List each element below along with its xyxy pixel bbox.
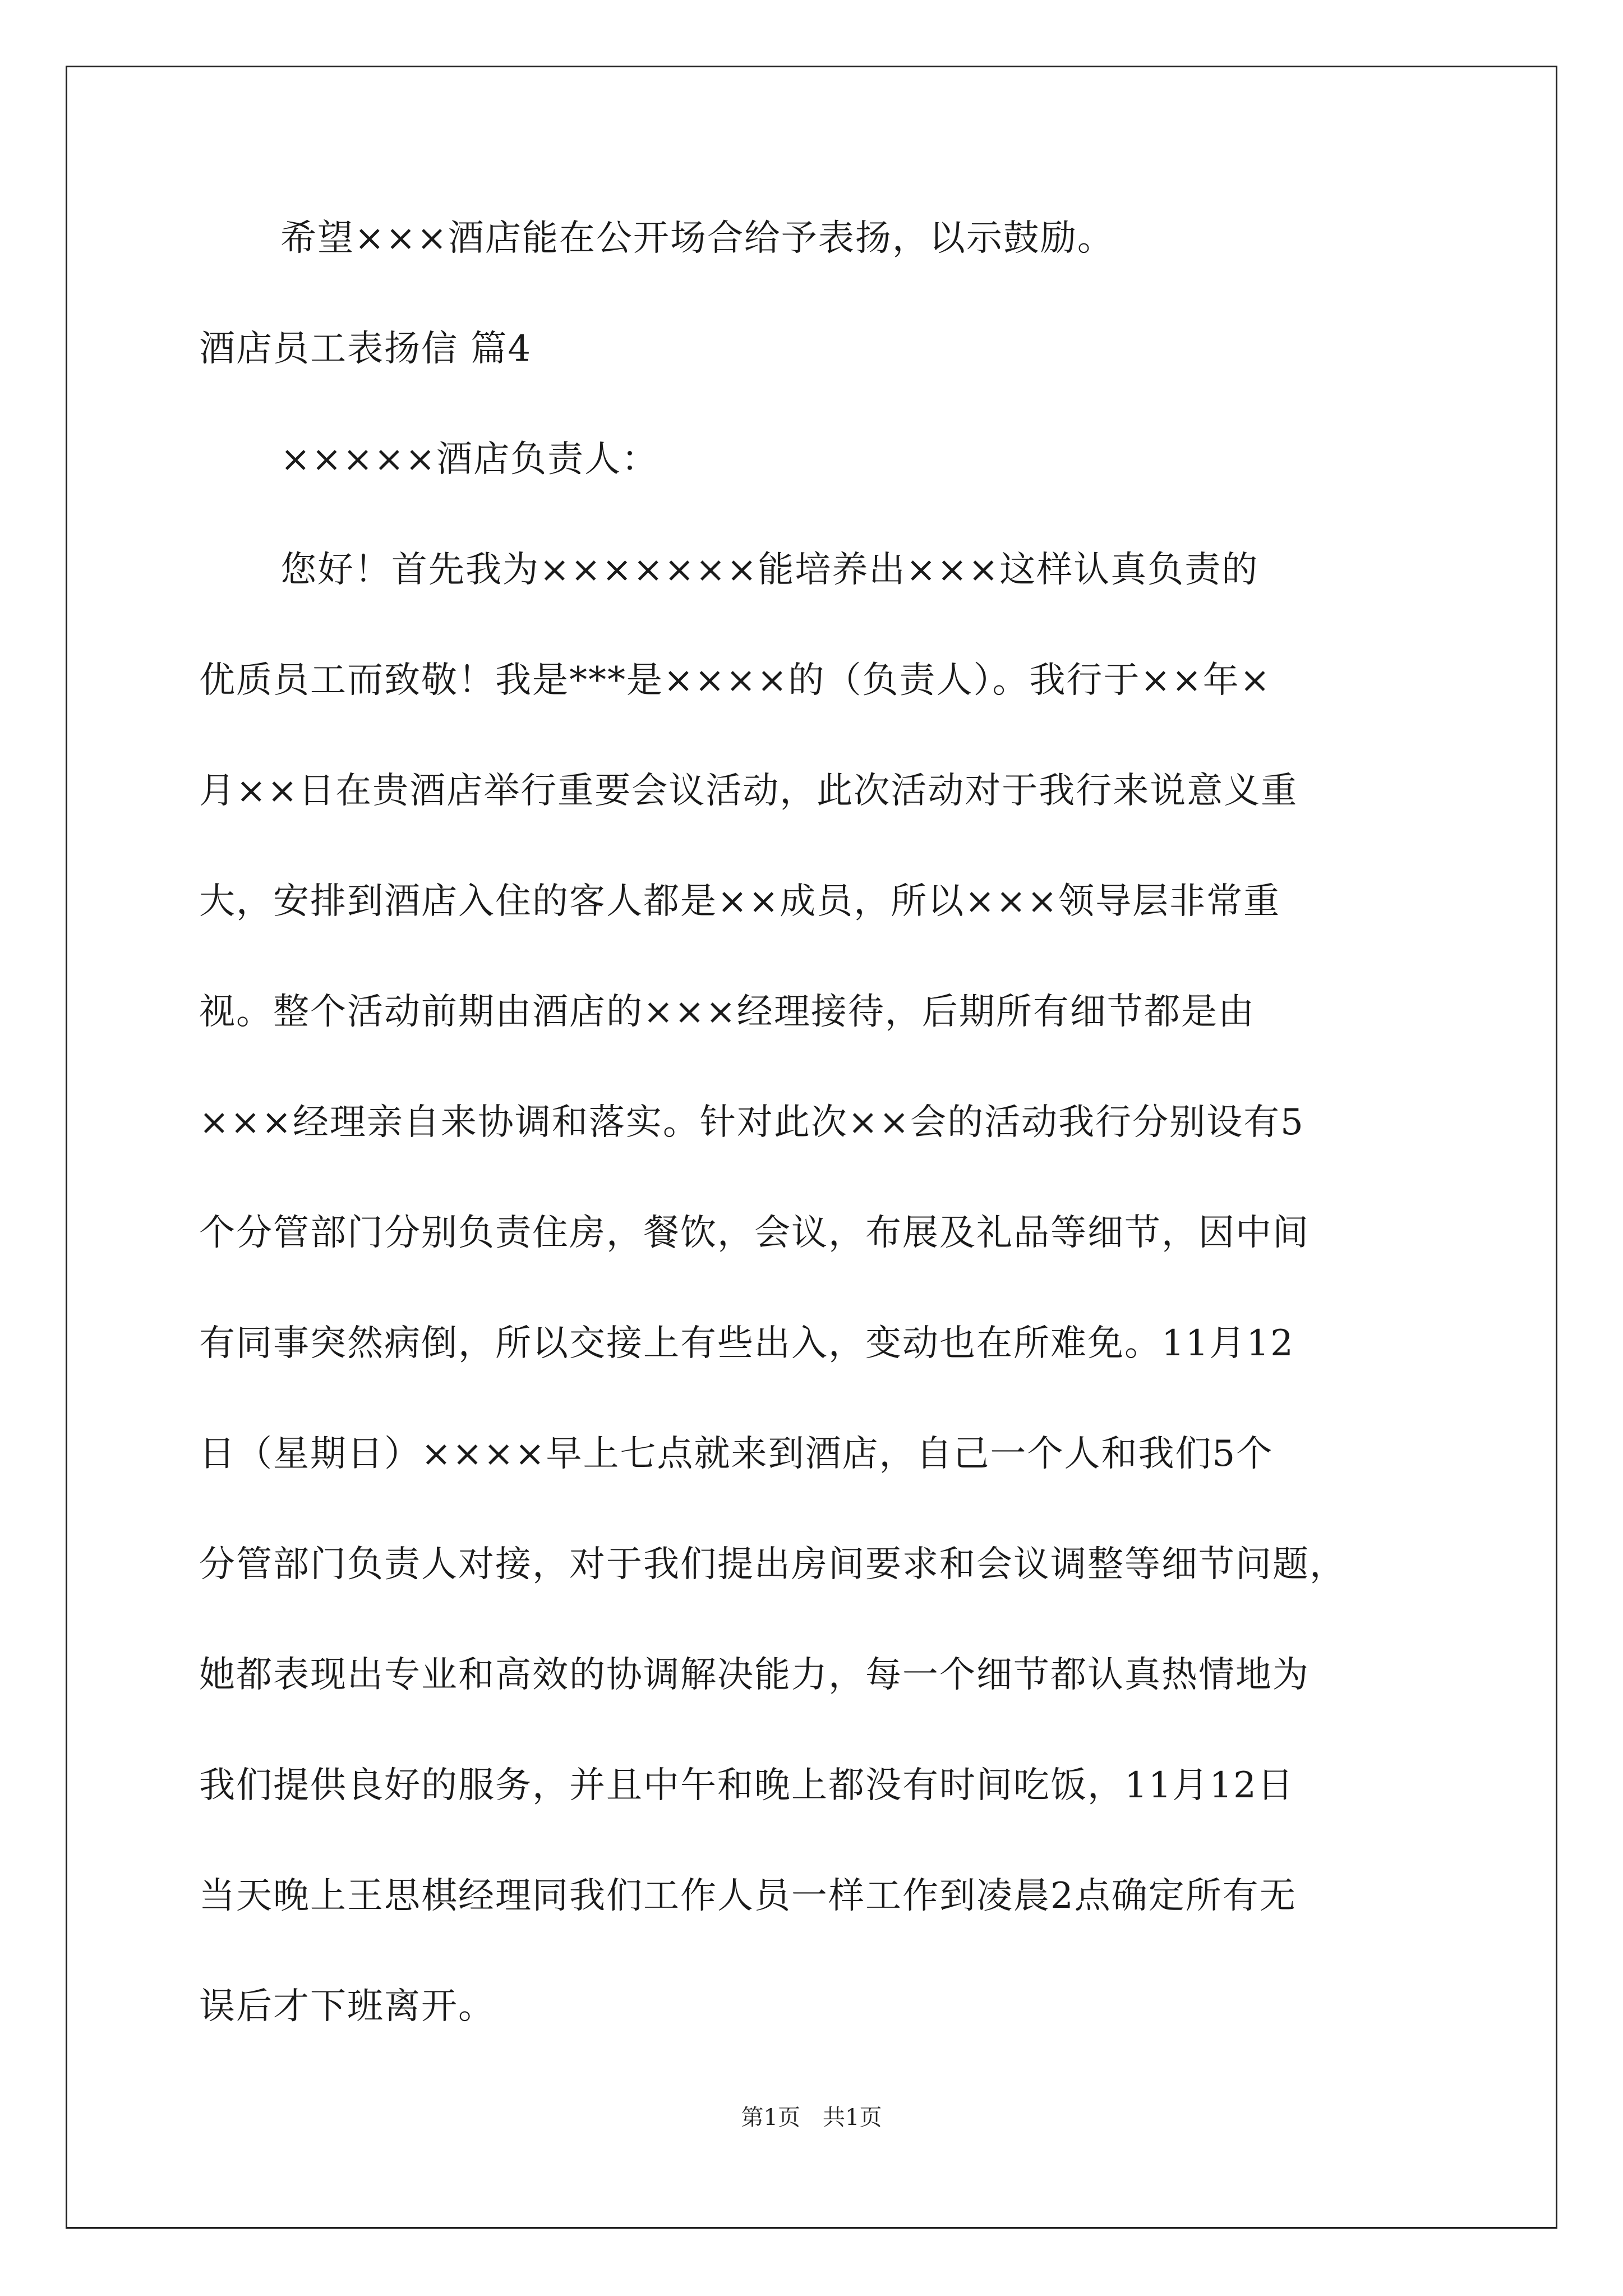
body-line: 视。整个活动前期由酒店的×××经理接待，后期所有细节都是由 bbox=[199, 991, 1255, 1033]
body-line: 当天晚上王思棋经理同我们工作人员一样工作到凌晨2点确定所有无 bbox=[199, 1875, 1297, 1917]
body-line: 有同事突然病倒，所以交接上有些出入，变动也在所难免。11月12 bbox=[199, 1323, 1294, 1364]
body-line: 月××日在贵酒店举行重要会议活动，此次活动对于我行来说意义重 bbox=[199, 770, 1298, 812]
salutation: ×××××酒店负责人： bbox=[280, 439, 659, 480]
body-line: ×××经理亲自来协调和落实。针对此次××会的活动我行分别设有5 bbox=[199, 1102, 1304, 1143]
body-line: 大，安排到酒店入住的客人都是××成员，所以×××领导层非常重 bbox=[199, 881, 1281, 922]
body-line: 个分管部门分别负责住房，餐饮，会议，布展及礼品等细节，因中间 bbox=[199, 1212, 1310, 1254]
body-line: 分管部门负责人对接，对于我们提出房间要求和会议调整等细节问题， bbox=[199, 1544, 1347, 1585]
page-number-footer: 第1页 共1页 bbox=[741, 2105, 882, 2131]
body-line: 误后才下班离开。 bbox=[199, 1986, 495, 2027]
body-line: 她都表现出专业和高效的协调解决能力，每一个细节都认真热情地为 bbox=[199, 1654, 1310, 1696]
body-line: 您好！首先我为×××××××能培养出×××这样认真负责的 bbox=[280, 549, 1259, 591]
closing-line: 希望×××酒店能在公开场合给予表扬，以示鼓励。 bbox=[280, 218, 1114, 259]
body-line: 优质员工而致敬！我是***是××××的（负责人）。我行于××年× bbox=[199, 660, 1271, 701]
body-line: 我们提供良好的服务，并且中午和晚上都没有时间吃饭，11月12日 bbox=[199, 1765, 1294, 1806]
section-heading: 酒店员工表扬信 篇4 bbox=[199, 328, 532, 370]
body-line: 日（星期日）××××早上七点就来到酒店，自己一个人和我们5个 bbox=[199, 1433, 1274, 1475]
